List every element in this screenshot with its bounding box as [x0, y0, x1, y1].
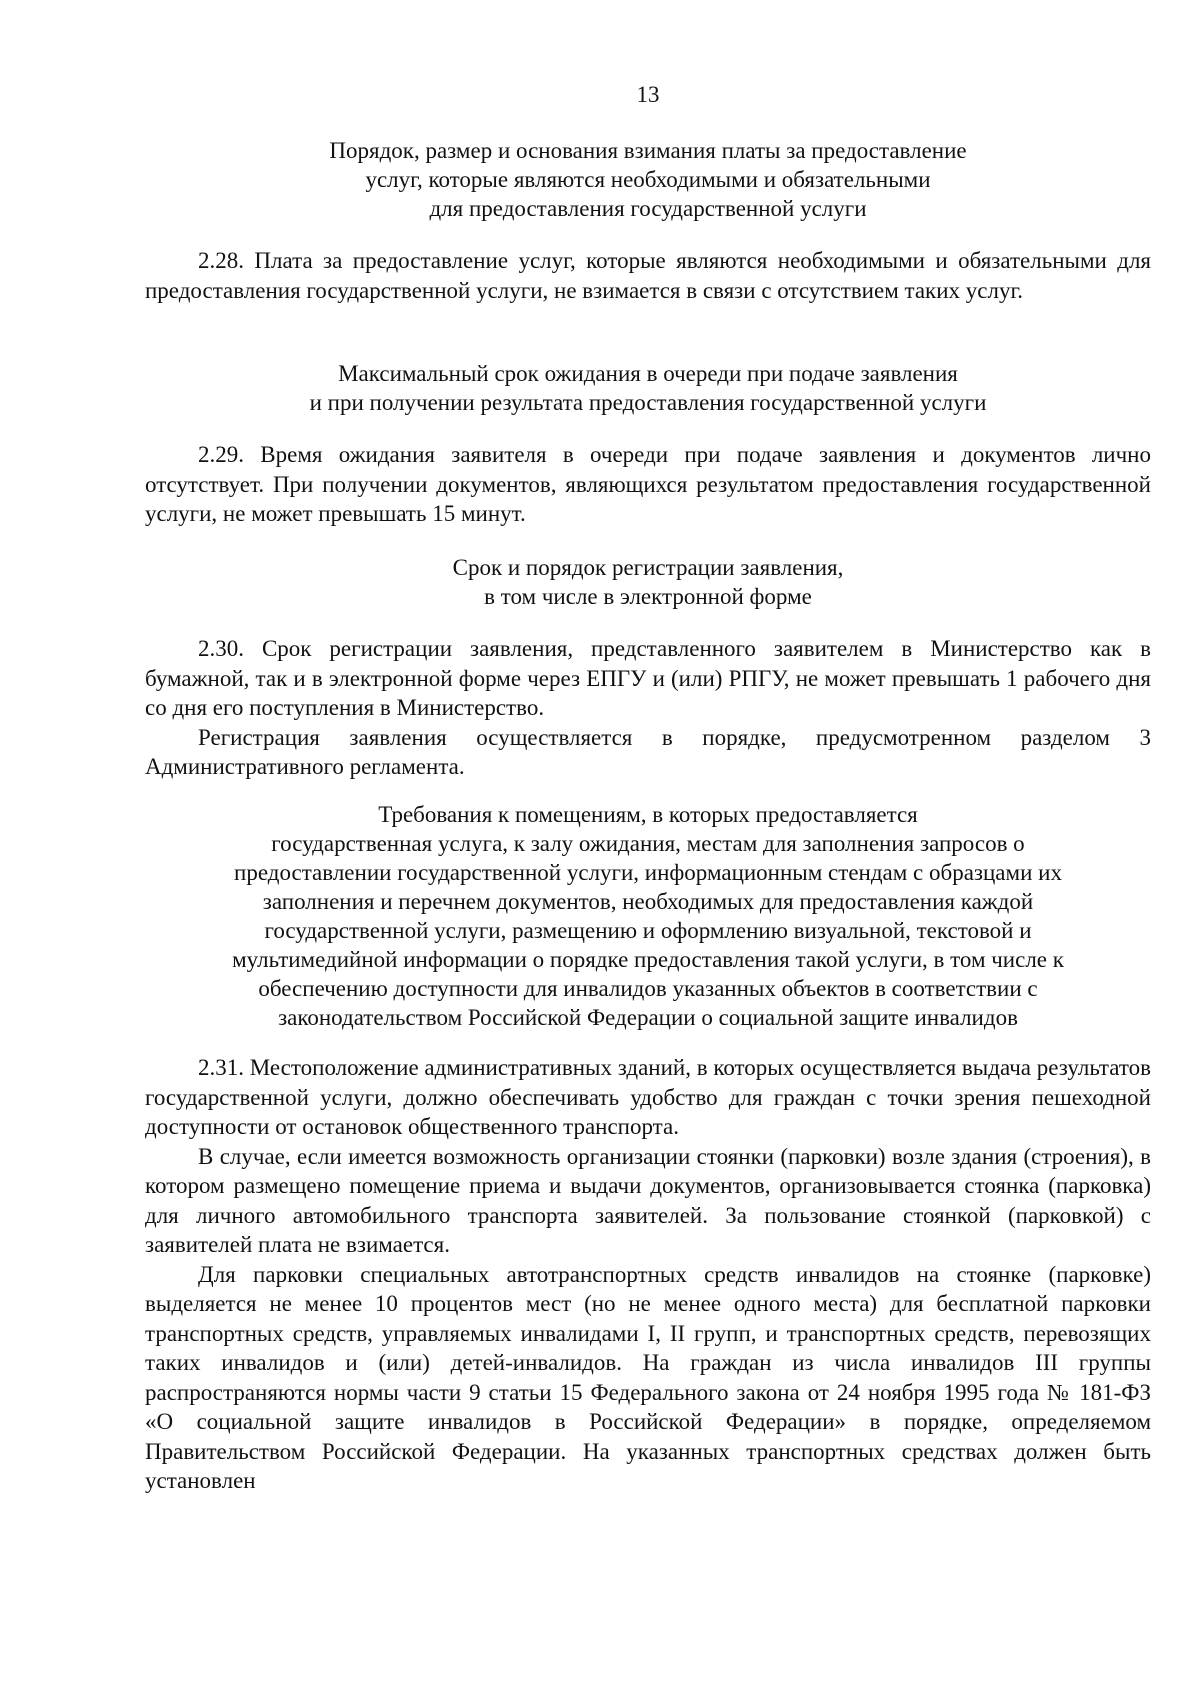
- paragraph: 2.29. Время ожидания заявителя в очереди при подаче заявления и документов лично отсутствует. При получении документов, являющихся результатом предоставления государственной услуги, не может превышать 15 минут.: [145, 442, 1151, 526]
- section-premises-body: [145, 1053, 1151, 1496]
- heading-line: Срок и порядок регистрации заявления,: [452, 555, 844, 580]
- section-heading: [145, 136, 1151, 223]
- paragraph: 2.28. Плата за предоставление услуг, которые являются необходимыми и обязательными для предоставления государственной услуги, не взимается в связи с отсутствием таких услуг.: [145, 248, 1151, 303]
- heading-line: Порядок, размер и основания взимания платы за предоставление: [329, 138, 967, 163]
- page-number: 13: [636, 82, 660, 107]
- section-heading: [145, 800, 1151, 1032]
- heading-line: предоставлении государственной услуги, информационным стендам с образцами их: [234, 860, 1062, 885]
- paragraph: 2.31. Местоположение административных зданий, в которых осуществляется выдача результатов государственной услуги, должно обеспечивать удобство для граждан с точки зрения пешеходной доступности от остановок общественного транспорта.: [145, 1055, 1151, 1139]
- heading-line: Требования к помещениям, в которых предоставляется: [378, 802, 918, 827]
- heading-line: в том числе в электронной форме: [484, 584, 812, 609]
- heading-line: обеспечению доступности для инвалидов указанных объектов в соответствии с: [258, 976, 1038, 1001]
- section-payment: [145, 136, 1151, 223]
- paragraph: Регистрация заявления осуществляется в порядке, предусмотренном разделом 3 Административного регламента.: [145, 724, 1151, 779]
- heading-line: для предоставления государственной услуги: [429, 196, 867, 221]
- section-premises: [145, 800, 1151, 1032]
- heading-line: государственной услуги, размещению и оформлению визуальной, текстовой и: [264, 918, 1032, 943]
- paragraph: В случае, если имеется возможность организации стоянки (парковки) возле здания (строения), в котором размещено помещение приема и выдачи документов, организовывается стоянка (парковка) для личного автомобильного транспорта заявителей. За пользование стоянкой (парковкой) с заявителей плата не взимается.: [145, 1143, 1151, 1257]
- heading-line: и при получении результата предоставления государственной услуги: [309, 390, 987, 415]
- section-registration-body: [145, 634, 1151, 782]
- heading-line: мультимедийной информации о порядке предоставления такой услуги, в том числе к: [232, 947, 1064, 972]
- section-registration: [145, 553, 1151, 611]
- heading-line: услуг, которые являются необходимыми и обязательными: [365, 167, 931, 192]
- heading-line: государственная услуга, к залу ожидания, местам для заполнения запросов о: [271, 831, 1025, 856]
- section-waiting-time-body: [145, 440, 1151, 529]
- section-heading: [145, 359, 1151, 417]
- heading-line: Максимальный срок ожидания в очереди при подаче заявления: [338, 361, 958, 386]
- section-waiting-time: [145, 359, 1151, 417]
- section-heading: [145, 553, 1151, 611]
- paragraph: 2.30. Срок регистрации заявления, представленного заявителем в Министерство как в бумажной, так и в электронной форме через ЕПГУ и (или) РПГУ, не может превышать 1 рабочего дня со дня его поступления в Министерство.: [145, 636, 1151, 720]
- heading-line: заполнения и перечнем документов, необходимых для предоставления каждой: [262, 889, 1034, 914]
- paragraph: Для парковки специальных автотранспортных средств инвалидов на стоянке (парковке) выделяется не менее 10 процентов мест (но не менее одного места) для бесплатной парковки транспортных средств, управляемых инвалидами I, II групп, и транспортных средств, перевозящих таких инвалидов и (или) детей-инвалидов. На граждан из числа инвалидов III группы распространяются нормы части 9 статьи 15 Федерального закона от 24 ноября 1995 года № 181-ФЗ «О социальной защите инвалидов в Российской Федерации» в порядке, определяемом Правительством Российской Федерации. На указанных транспортных средствах должен быть установлен: [145, 1261, 1151, 1493]
- heading-line: законодательством Российской Федерации о социальной защите инвалидов: [278, 1005, 1018, 1030]
- section-payment-body: [145, 246, 1151, 305]
